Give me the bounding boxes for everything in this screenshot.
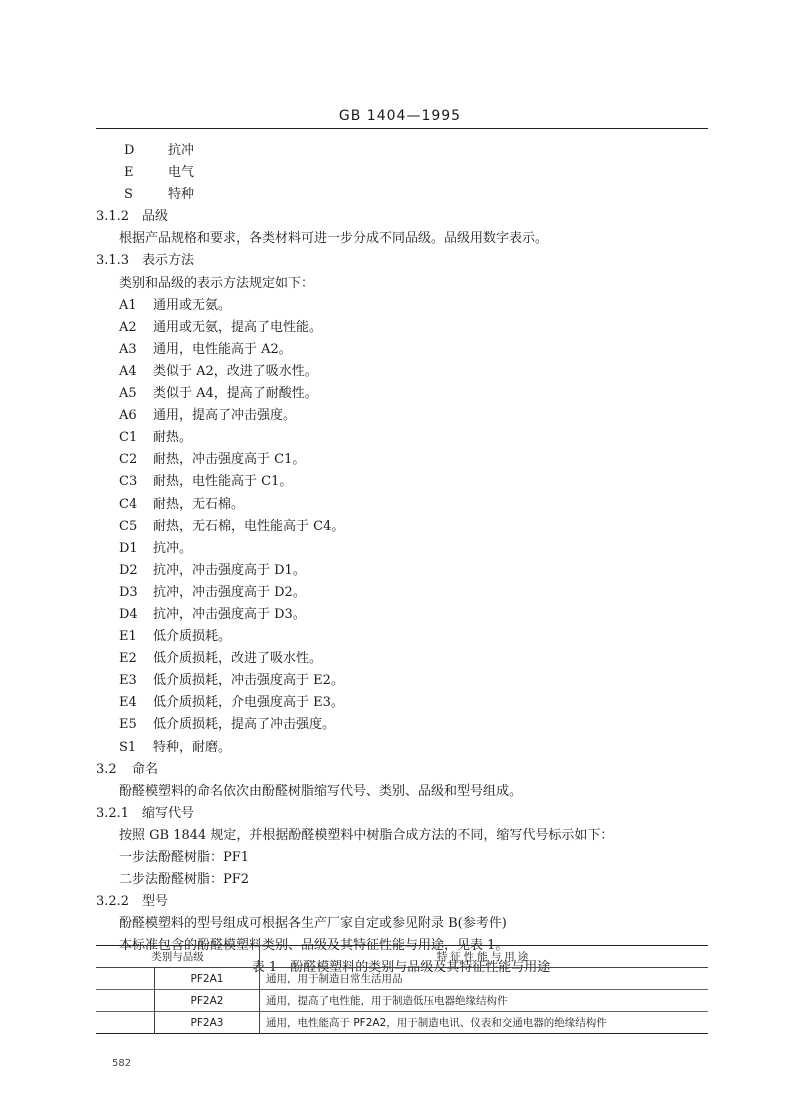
list-item: A6 通用，提高了冲击强度。 — [119, 408, 297, 424]
list-item: D2 抗冲，冲击强度高于 D1。 — [119, 562, 306, 578]
list-item: E2 低介质损耗，改进了吸水性。 — [119, 651, 323, 667]
list-item: E3 低介质损耗，冲击强度高于 E2。 — [119, 673, 344, 689]
list-item: C3 耐热，电性能高于 C1。 — [119, 474, 293, 490]
section-heading-3-1-3: 3.1.3 表示方法 — [96, 253, 195, 269]
table-cell-text: 通用，提高了电性能，用于制造低压电器绝缘结构件 — [266, 995, 508, 1007]
table-cell-code: PF2A3 — [155, 1012, 260, 1034]
table-cell-code: PF2A1 — [155, 968, 260, 990]
paragraph: 根据产品规格和要求，各类材料可进一步分成不同品级。品级用数字表示。 — [119, 231, 549, 247]
table-caption: 表 1 酚醛模塑料的类别与品级及其特征性能与用途 — [251, 960, 551, 976]
paragraph: 本标准包含的酚醛模塑料类别、品级及其特征性能与用途，见表 1。 — [119, 938, 509, 954]
grade-list — [96, 295, 706, 759]
column-header-category-grade: 类别与品级 — [96, 946, 260, 968]
list-item: D 抗冲 — [124, 143, 195, 158]
list-item: E1 低介质损耗。 — [119, 629, 232, 645]
paragraph: 按照 GB 1844 规定，并根据酚醛模塑料中树脂合成方法的不同，缩写代号标示如下： — [119, 827, 614, 843]
list-item: S 特种 — [124, 187, 195, 203]
header-rule — [96, 128, 708, 129]
list-item: C1 耐热。 — [119, 430, 193, 446]
table-row — [96, 990, 708, 1012]
list-item: E5 低介质损耗，提高了冲击强度。 — [119, 717, 336, 733]
page-content — [96, 140, 706, 980]
list-item: E4 低介质损耗，介电强度高于 E3。 — [119, 695, 344, 711]
list-item: D1 抗冲。 — [119, 540, 193, 556]
table-header-row — [96, 946, 708, 968]
document-header: GB 1404—1995 — [338, 108, 462, 124]
table-cell-blank — [96, 968, 155, 990]
list-item: A2 通用或无氨，提高了电性能。 — [119, 319, 323, 335]
list-item: C4 耐热，无石棉。 — [119, 496, 245, 512]
list-item: 二步法酚醛树脂：PF2 — [119, 872, 250, 888]
list-item: A4 类似于 A2，改进了吸水性。 — [119, 363, 318, 379]
paragraph: 类别和品级的表示方法规定如下： — [119, 275, 315, 291]
section-heading-3-1-2: 3.1.2 品级 — [96, 209, 169, 225]
list-item: C5 耐热，无石棉，电性能高于 C4。 — [119, 518, 345, 534]
section-heading-3-2-2: 3.2.2 型号 — [96, 894, 169, 910]
list-item: D4 抗冲，冲击强度高于 D3。 — [119, 606, 306, 622]
list-item: D3 抗冲，冲击强度高于 D2。 — [119, 584, 306, 600]
list-item: C2 耐热，冲击强度高于 C1。 — [119, 452, 306, 468]
table-cell-blank — [96, 990, 155, 1012]
list-item: S1 特种，耐磨。 — [119, 739, 232, 755]
paragraph: 酚醛模塑料的型号组成可根据各生产厂家自定或参见附录 B(参考件) — [119, 916, 507, 932]
paragraph: 酚醛模塑料的命名依次由酚醛树脂缩写代号、类别、品级和型号组成。 — [119, 783, 523, 799]
table-cell-blank — [96, 1012, 155, 1034]
column-header-properties-use: 特征性能与用途 — [436, 951, 532, 963]
table-row — [96, 968, 708, 990]
list-item: E 电气 — [124, 165, 195, 181]
list-item: A5 类似于 A4，提高了耐酸性。 — [119, 386, 318, 402]
list-item: A1 通用或无氨。 — [119, 297, 232, 313]
table-row — [96, 1012, 708, 1034]
list-item: A3 通用，电性能高于 A2。 — [119, 341, 292, 357]
section-heading-3-2: 3.2 命名 — [96, 761, 159, 777]
page-number: 582 — [112, 1058, 132, 1069]
table-1 — [96, 945, 708, 1034]
list-item: 一步法酚醛树脂：PF1 — [119, 850, 250, 865]
table-cell-text: 通用，电性能高于 PF2A2，用于制造电讯、仪表和交通电器的绝缘结构件 — [266, 1017, 607, 1029]
section-heading-3-2-1: 3.2.1 缩写代号 — [96, 805, 195, 821]
table-cell-code: PF2A2 — [155, 990, 260, 1012]
table-cell-text: 通用，用于制造日常生活用品 — [266, 973, 403, 985]
